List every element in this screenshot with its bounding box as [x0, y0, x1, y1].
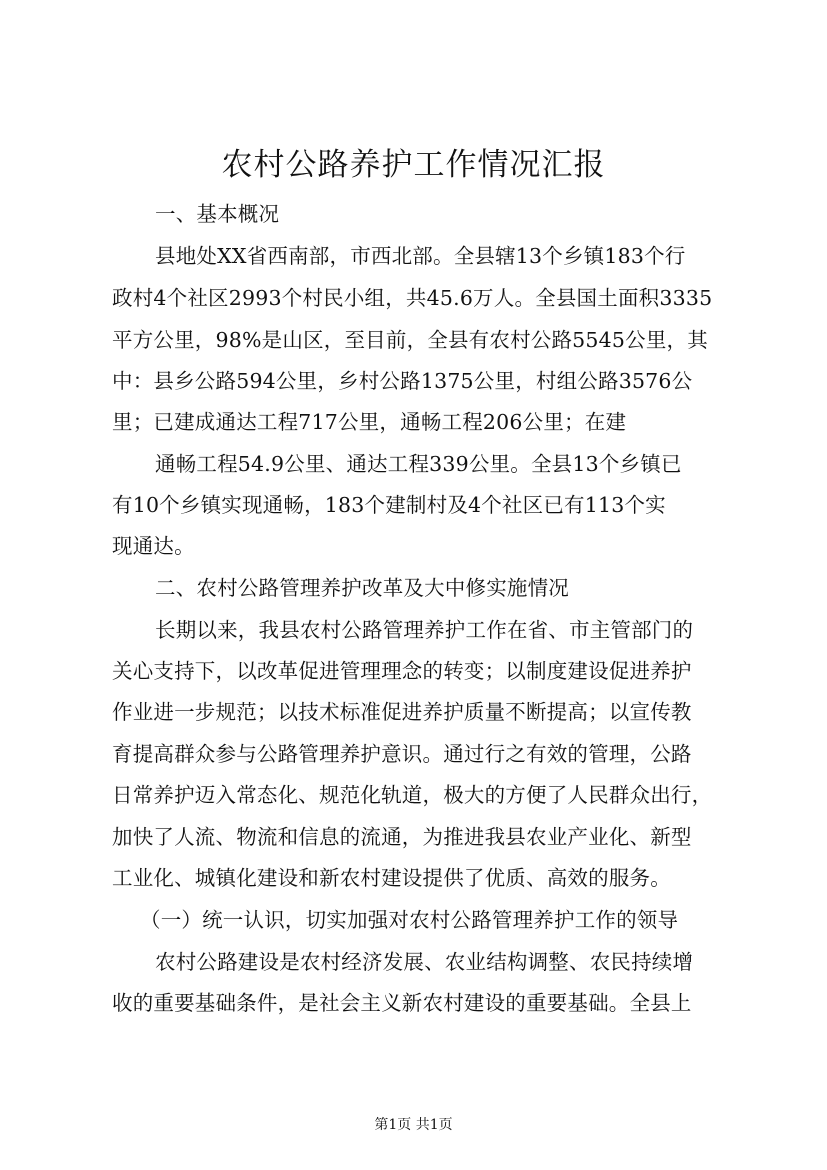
paragraph-line: 加快了人流、物流和信息的流通，为推进我县农业产业化、新型 [112, 825, 692, 849]
paragraph-line: 作业进一步规范；以技术标准促进养护质量不断提高；以宣传教 [112, 700, 692, 724]
section-heading: 二、农村公路管理养护改革及大中修实施情况 [155, 576, 569, 600]
paragraph-line: 通畅工程54.9公里、通达工程339公里。全县13个乡镇已 [155, 452, 682, 476]
paragraph-line: 日常养护迈入常态化、规范化轨道，极大的方便了人民群众出行， [112, 783, 713, 807]
paragraph-line: 中：县乡公路594公里，乡村公路1375公里，村组公路3576公 [112, 369, 693, 393]
paragraph-line: 工业化、城镇化建设和新农村建设提供了优质、高效的服务。 [112, 866, 671, 890]
paragraph-line: 农村公路建设是农村经济发展、农业结构调整、农民持续增 [155, 950, 694, 974]
paragraph-line: 现通达。 [112, 534, 195, 558]
document-title: 农村公路养护工作情况汇报 [221, 147, 606, 183]
paragraph-line: 收的重要基础条件，是社会主义新农村建设的重要基础。全县上 [112, 991, 692, 1015]
section-heading: 一、基本概况 [155, 202, 280, 226]
subsection-heading: （一）统一认识，切实加强对农村公路管理养护工作的领导 [140, 908, 679, 932]
paragraph-line: 关心支持下，以改革促进管理理念的转变；以制度建设促进养护 [112, 659, 692, 683]
paragraph-line: 长期以来，我县农村公路管理养护工作在省、市主管部门的 [155, 618, 694, 642]
paragraph-line: 县地处XX省西南部，市西北部。全县辖13个乡镇183个行 [155, 244, 686, 268]
paragraph-line: 政村4个社区2993个村民小组，共45.6万人。全县国土面积3335 [112, 286, 713, 310]
paragraph-line: 育提高群众参与公路管理养护意识。通过行之有效的管理，公路 [112, 742, 692, 766]
paragraph-line: 有10个乡镇实现通畅，183个建制村及4个社区已有113个实 [112, 493, 666, 517]
paragraph-line: 里；已建成通达工程717公里，通畅工程206公里；在建 [112, 410, 627, 434]
paragraph-line: 平方公里，98%是山区，至目前，全县有农村公路5545公里，其 [112, 328, 708, 352]
page-number-footer: 第1页 共1页 [374, 1117, 453, 1133]
